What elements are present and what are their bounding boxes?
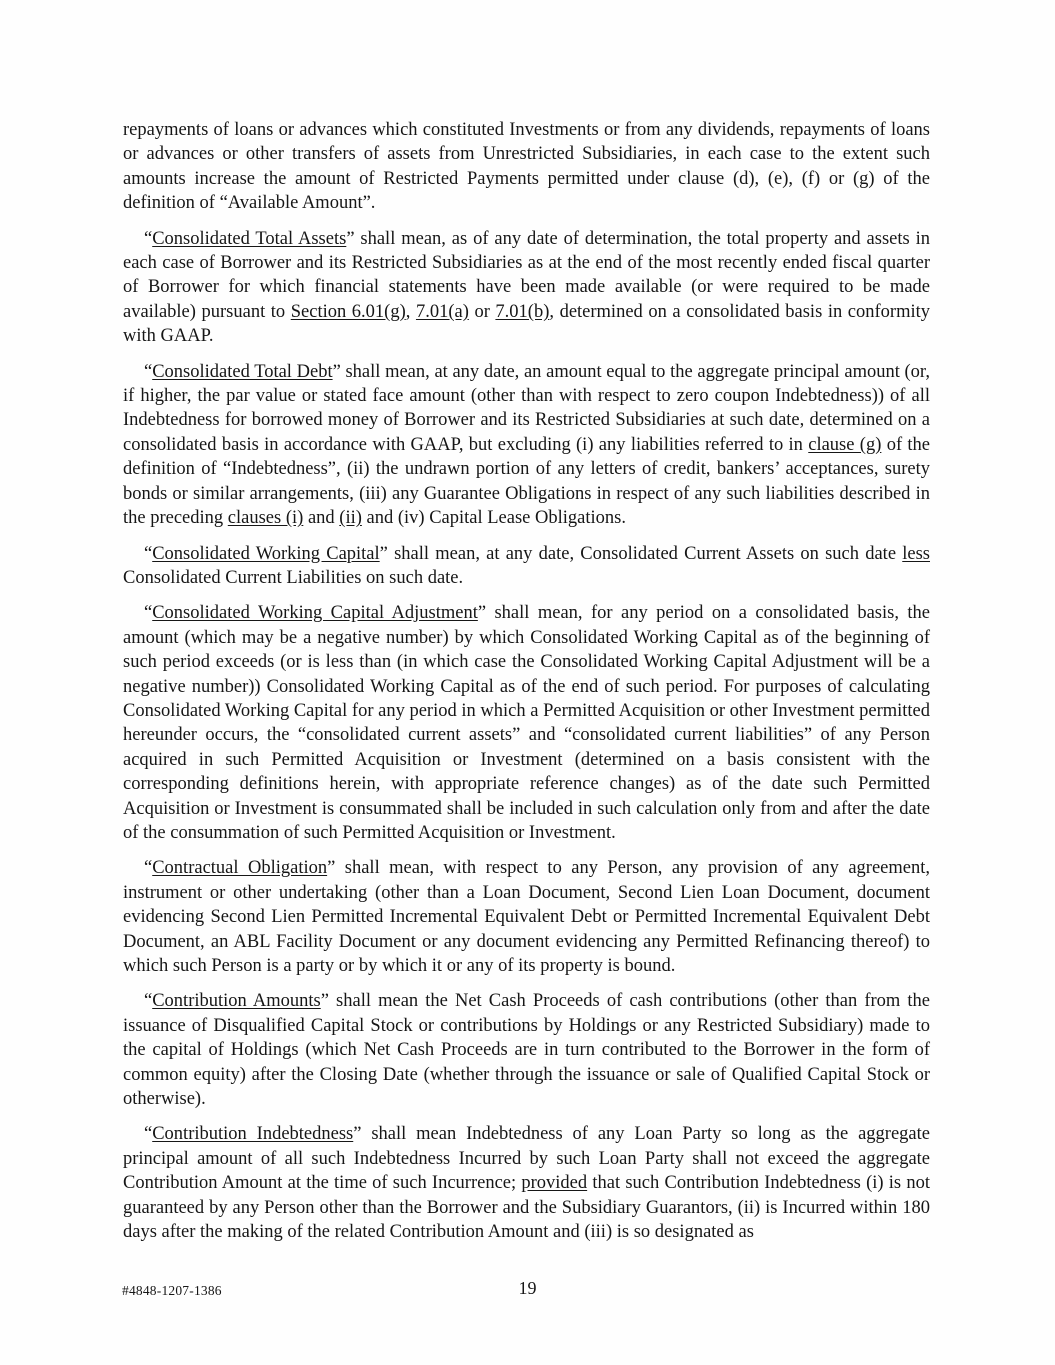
text-run: and [303,508,340,529]
text-run: of the definition of “Indebtedness”, (ii) the undrawn portion of any letters of credit, bankers’ acceptances, surety bonds or similar arrangements, (iii) any Guarantee Obligations in respect of any such liabilities described in the preceding [123,434,931,529]
text-run: “ [144,228,153,249]
page-number: 19 [518,1278,537,1298]
text-run: and (iv) Capital Lease Obligations. [361,508,626,529]
defined-term: less [902,543,930,564]
text-run: repayments of loans or advances which constituted Investments or from any dividends, repayments of loans or advances or other transfers of assets from Unrestricted Subsidiaries, in each case to the extent such amounts increase the amount of Restricted Payments permitted under clause (d), (e), (f) or (g) of the definition of “Available Amount”. [123,120,930,214]
text-run: “ [144,603,153,624]
paragraph [123,601,930,845]
text-run: “ [144,1124,153,1145]
text-run: ” shall mean, at any date, an amount equal to the aggregate principal amount (or, if higher, the par value or stated face amount (other than with respect to zero coupon Indebtedness)) of all Indebtedness for borrowed money of Borrower and its Restricted Subsidiaries at such date, determined on a consolidated basis in accordance with GAAP, but excluding (i) any liabilities referred to in [123,361,930,455]
text-run: , [405,301,416,322]
paragraph [123,1122,930,1244]
defined-term: Consolidated Total Debt [152,361,333,382]
paragraph [123,227,930,349]
text-run: Consolidated Current Liabilities on such date. [123,567,464,588]
defined-term: Consolidated Working Capital [152,543,380,564]
paragraph [123,118,930,216]
defined-term: 7.01(b) [495,301,550,322]
defined-term: Contractual Obligation [152,858,328,879]
defined-term: Section 6.01(g) [290,301,406,322]
text-run: that such Contribution Indebtedness (i) is not guaranteed by any Person other than the Borrower and the Subsidiary Guarantors, (ii) is Incurred within 180 days after the making of the related Contribution Amount and (iii) is so designated as [123,1173,930,1243]
text-run: ” shall mean Indebtedness of any Loan Party so long as the aggregate principal amount of all such Indebtedness Incurred by such Loan Party shall not exceed the aggregate Contribution Amount at the time of such Incurrence; [123,1124,930,1194]
text-run: ” shall mean the Net Cash Proceeds of cash contributions (other than from the issuance of Disqualified Capital Stock or contributions by Holdings or any Restricted Subsidiary) made to the capital of Holdings (which Net Cash Proceeds are in turn contributed to the Borrower in the form of common equity) after the Closing Date (whether through the issuance or sale of Qualified Capital Stock or otherwise). [123,991,930,1110]
paragraph [123,542,930,591]
text-run: “ [144,991,153,1012]
paragraph [123,989,930,1111]
text-run: ” shall mean, at any date, Consolidated Current Assets on such date [379,543,903,564]
document-control-number: #4848-1207-1386 [122,1283,222,1298]
defined-term: (ii) [339,508,362,529]
defined-term: provided [521,1173,588,1194]
text-run: ” shall mean, for any period on a consolidated basis, the amount (which may be a negative number) by which Consolidated Working Capital as of the beginning of such period exceeds (or is less than (in which case the Consolidated Working Capital Adjustment will be a negative number)) Consolidated Working Capital as of the end of such period. For purposes of calculating Consolidated Working Capital for any period in which a Permitted Acquisition or other Investment permitted hereunder occurs, the “consolidated current assets” and “consolidated current liabilities” of any Person acquired in such Permitted Acquisition or Investment (determined on a basis consistent with the corresponding definitions herein, with appropriate reference changes) as of the date such Permitted Acquisition or Investment is consummated shall be included in such calculation only from and after the date of the consummation of such Permitted Acquisition or Investment. [123,603,930,843]
defined-term: clause (g) [808,434,882,455]
text-run: “ [144,858,153,879]
paragraph [123,360,930,531]
defined-term: Consolidated Working Capital Adjustment [152,603,478,624]
text-run: ” shall mean, with respect to any Person, any provision of any agreement, instrument or other undertaking (other than a Loan Document, Second Lien Loan Document, document evidencing Second Lien Permitted Incremental Equivalent Debt or Permitted Incremental Equivalent Debt Document, an ABL Facility Document or any document evidencing any Permitted Refinancing thereof) to which such Person is a party or by which it or any of its property is bound. [123,858,930,976]
text-run: ” shall mean, as of any date of determination, the total property and assets in each case of Borrower and its Restricted Subsidiaries as at the end of the most recently ended fiscal quarter of Borrower for which financial statements have been made available (or were required to be made available) pursuant to [123,228,930,322]
paragraph [123,856,930,978]
document-body [123,118,930,1255]
defined-term: Contribution Indebtedness [152,1124,354,1145]
defined-term: Consolidated Total Assets [152,228,347,249]
text-run: , determined on a consolidated basis in conformity with GAAP. [123,301,930,347]
text-run: “ [144,543,153,564]
defined-term: Contribution Amounts [152,991,321,1012]
text-run: “ [144,361,153,382]
defined-term: clauses (i) [227,508,304,529]
text-run: or [468,301,496,322]
defined-term: 7.01(a) [415,301,469,322]
